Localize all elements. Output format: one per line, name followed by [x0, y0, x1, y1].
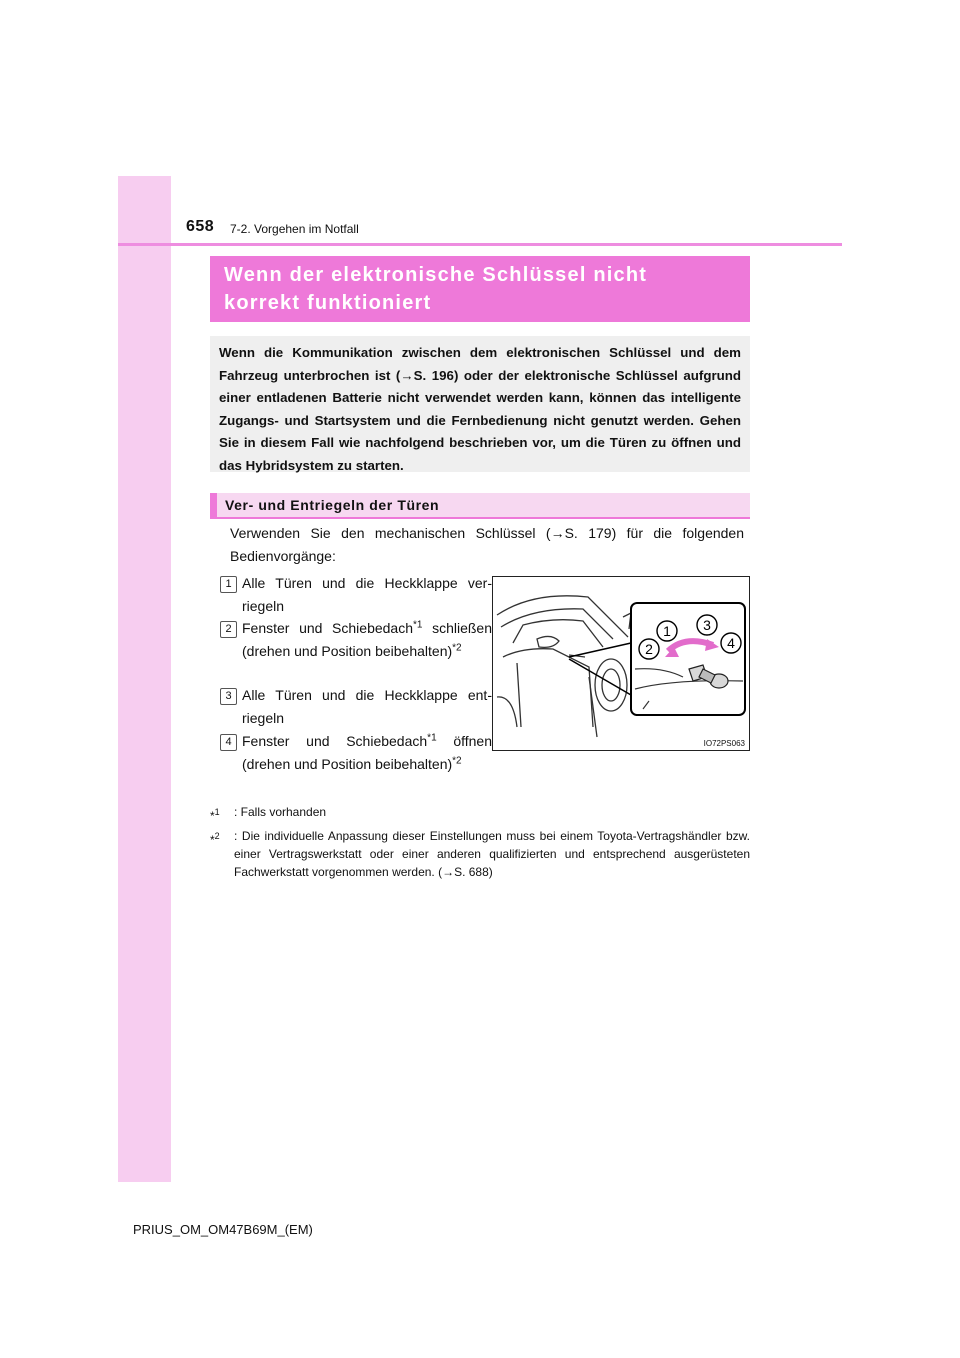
footnote-ref: *2 — [452, 642, 462, 654]
section-label: 7-2. Vorgehen im Notfall — [230, 222, 359, 236]
step-number-3: 3 — [220, 688, 237, 705]
car-door-drawing — [493, 577, 749, 750]
footnote-1 — [210, 803, 750, 821]
step-number-1: 1 — [220, 576, 237, 593]
list-item-2 — [220, 617, 492, 663]
callout-label-3: 3 — [703, 617, 711, 633]
footer-document-code: PRIUS_OM_OM47B69M_(EM) — [133, 1222, 313, 1237]
page-sidebar-tab — [118, 176, 171, 1182]
footnote-mark: *$^2$ — [210, 831, 220, 847]
footnote-text: : Die individuelle Anpassung dieser Einstellungen muss bei einem Toyota-Vertragshändler bzw. einer Vertragswerkstatt oder einer anderen qualifizierten und entsprechend ausgerüsteten Fachwerkstatt vorgenommen werden. (→S. 688) — [234, 829, 750, 879]
callout-label-4: 4 — [727, 635, 735, 651]
step-text-1: Alle Türen und die Heckklappe verriegeln — [242, 575, 492, 614]
car-door-key-illustration — [492, 576, 750, 751]
step-text-3: Alle Türen und die Heckklappe entriegeln — [242, 687, 492, 726]
page-number: 658 — [186, 218, 215, 235]
callout-label-1: 1 — [663, 623, 671, 639]
footnote-ref: *2 — [452, 755, 462, 767]
header-rule — [118, 243, 842, 246]
list-item-1 — [220, 572, 492, 618]
step-number-4: 4 — [220, 734, 237, 751]
page-title — [210, 256, 750, 322]
illustration-code: IO72PS063 — [703, 739, 745, 748]
callout-label-2: 2 — [645, 641, 653, 657]
page-title-line-1: Wenn der elektronische Schlüssel nicht — [224, 264, 648, 286]
list-item-3 — [220, 684, 492, 730]
step-text-2: Fenster und Schiebedach$^{*1}$ schließen (drehen und Position beibehalten)$^{*2}$ — [242, 619, 492, 659]
body-text: Verwenden Sie den mechanischen Schlüssel (→S. 179) für die folgenden Bedienvorgänge: — [230, 525, 744, 564]
step-text-4: Fenster und Schiebedach$^{*1}$ öffnen (drehen und Position beibehalten)$^{*2}$ — [242, 732, 492, 772]
step-number-2: 2 — [220, 621, 237, 638]
subheading-doors: Ver- und Entriegeln der Türen — [210, 493, 750, 519]
footnote-ref: *1 — [413, 619, 423, 631]
footnote-text: : Falls vorhanden — [234, 805, 327, 819]
intro-box: Wenn die Kommunikation zwischen dem elektronischen Schlüssel und dem Fahrzeug unterbrochen ist (→S. 196) oder der elektronische Schlüssel aufgrund einer entladenen Batterie nicht verwendet werden kann, können das intelligente Zugangs- und Startsystem und die Fernbedienung nicht genutzt werden. Gehen Sie in diesem Fall wie nachfolgend beschrieben vor, um die Türen zu öffnen und das Hybridsystem zu starten. — [210, 336, 750, 472]
footnote-mark: *$^1$ — [210, 807, 220, 823]
footnote-2 — [210, 827, 750, 881]
list-item-4 — [220, 730, 492, 776]
footnote-ref: *1 — [427, 732, 437, 744]
page-title-line-2: korrekt funktioniert — [224, 292, 432, 314]
